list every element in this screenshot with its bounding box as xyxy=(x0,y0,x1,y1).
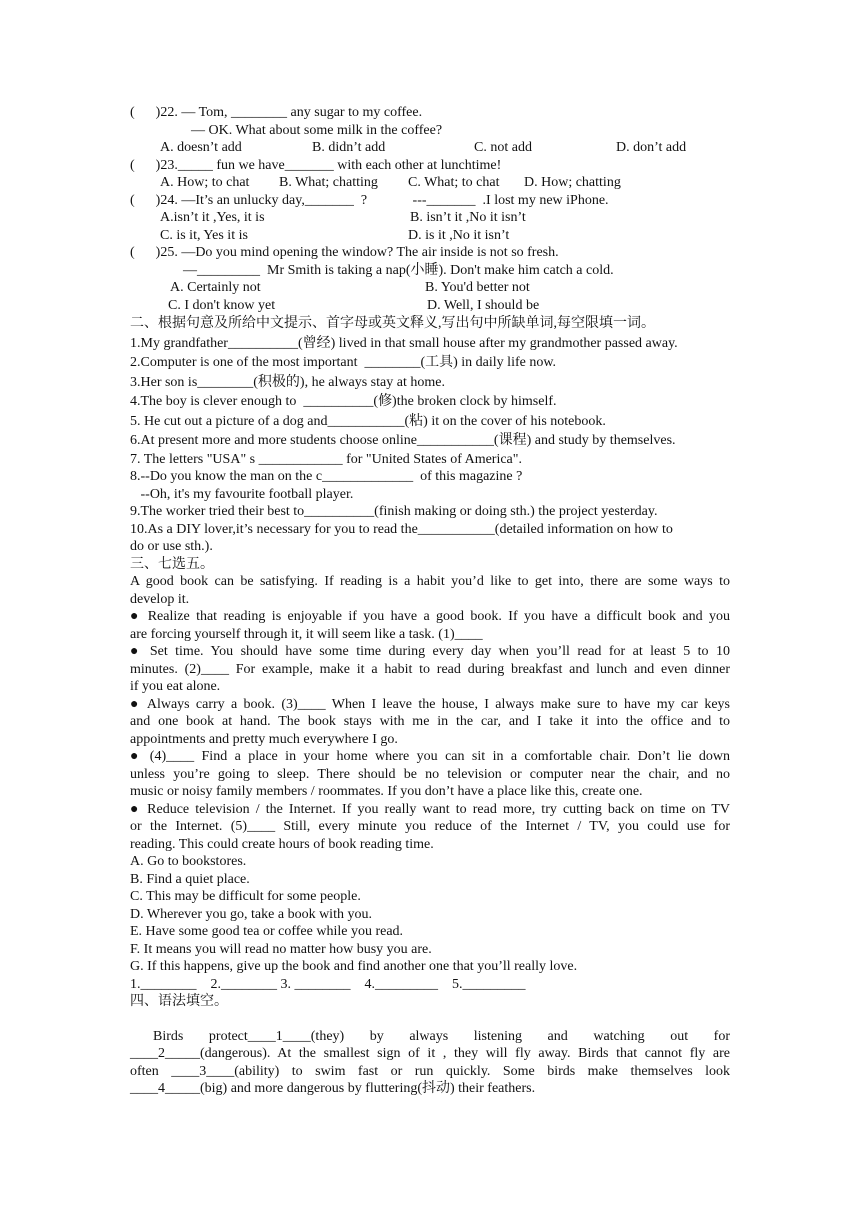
grammar-line1: Birds protect____1____(they) by always listening and watching out for xyxy=(153,1028,730,1044)
section-4-heading: 四、语法填空。 xyxy=(130,994,228,1009)
option-b: B. isn’t it ,No it isn’t xyxy=(410,210,526,225)
fill-item-8: 8.--Do you know the man on the c_____________ of this magazine ? xyxy=(130,469,523,484)
fill-item-7: 7. The letters "USA" s ____________ for "United States of America". xyxy=(130,451,522,467)
question-25-options-row1 xyxy=(130,279,730,297)
option-c: C. I don't know yet xyxy=(168,297,276,313)
option-a: A. doesn’t add xyxy=(160,140,242,155)
option-d: D. Well, I should be xyxy=(427,297,540,313)
question-23-options xyxy=(130,174,730,192)
option-c: C. is it, Yes it is xyxy=(160,227,248,243)
option-c: C. not add xyxy=(474,140,532,155)
question-22-reply: — OK. What about some milk in the coffee? xyxy=(191,122,443,138)
question-24-stem: ( )24. —It’s an unlucky day,_______ ? ---_______ .I lost my new iPhone. xyxy=(130,192,609,208)
passage-p1-line2: are forcing yourself through it, it will seem like a task. (1)____ xyxy=(130,626,483,642)
passage-p1-line1: ● Realize that reading is enjoyable if you have a good book. If you have a difficult book and you xyxy=(130,609,730,624)
choice-a: A. Go to bookstores. xyxy=(130,854,247,869)
passage-p4-line1: ● (4)____ Find a place in your home where you can sit in a comfortable chair. Don’t lie down xyxy=(130,749,730,764)
fill-item-3: 3.Her son is________(积极的), he always stay at home. xyxy=(130,374,445,390)
fill-item-4: 4.The boy is clever enough to __________(修)the broken clock by himself. xyxy=(130,394,557,409)
grammar-line2: ____2_____(dangerous). At the smallest sign of it , they will fly away. Birds that cannot fly are xyxy=(130,1046,730,1061)
worksheet-page xyxy=(130,104,730,1098)
passage-p2-line1: ● Set time. You should have some time during every day when you’ll read for at least 5 to 10 xyxy=(130,644,730,659)
question-24-options-row2 xyxy=(130,227,730,245)
fill-item-6: 6.At present more and more students choose online___________(课程) and study by themselves. xyxy=(130,433,676,448)
fill-item-1: 1.My grandfather__________(曾经) lived in that small house after my grandmother passed away. xyxy=(130,335,678,351)
option-b: B. You'd better not xyxy=(425,280,530,295)
grammar-line4: ____4_____(big) and more dangerous by fluttering(抖动) their feathers. xyxy=(130,1081,536,1096)
choice-b: B. Find a quiet place. xyxy=(130,871,250,887)
question-25-options-row2 xyxy=(130,297,730,315)
option-a: A. Certainly not xyxy=(170,280,261,295)
passage-p5-line1: ● Reduce television / the Internet. If you really want to read more, try cutting back on time on TV xyxy=(130,801,730,817)
grammar-line3: often ____3____(ability) to swim fast or run quickly. Some birds make themselves look xyxy=(130,1063,730,1079)
question-22-options xyxy=(130,139,730,157)
fill-item-9: 9.The worker tried their best to__________(finish making or doing sth.) the project yesterday. xyxy=(130,504,658,519)
answer-blanks: 1.________ 2.________ 3. ________ 4._________ 5._________ xyxy=(130,976,526,992)
fill-item-10-line2: do or use sth.). xyxy=(130,539,213,554)
option-a: A.isn’t it ,Yes, it is xyxy=(160,210,265,225)
passage-p5-line2: or the Internet. (5)____ Still, every minute you reduce of the Internet / TV, you could use for xyxy=(130,819,730,834)
passage-p2-line3: if you eat alone. xyxy=(130,679,221,694)
passage-p2-line2: minutes. (2)____ For example, make it a habit to read during breakfast and lunch and even dinner xyxy=(130,661,730,677)
passage-p4-line3: music or noisy family members / roommates. If you don’t have a place like this, create one. xyxy=(130,784,643,799)
option-d: D. is it ,No it isn’t xyxy=(408,227,510,243)
question-24-options-row1 xyxy=(130,209,730,227)
question-25-reply: —_________ Mr Smith is taking a nap(小睡). Don't make him catch a cold. xyxy=(183,262,614,278)
option-a: A. How; to chat xyxy=(160,175,250,190)
fill-item-5: 5. He cut out a picture of a dog and___________(粘) it on the cover of his notebook. xyxy=(130,413,606,429)
passage-p5-line3: reading. This could create hours of book reading time. xyxy=(130,836,434,852)
fill-item-2: 2.Computer is one of the most important ________(工具) in daily life now. xyxy=(130,355,557,370)
choice-e: E. Have some good tea or coffee while you read. xyxy=(130,924,404,939)
passage-p4-line2: unless you’re going to sleep. There should be no television or computer near the chair, and no xyxy=(130,766,730,782)
question-25-stem: ( )25. —Do you mind opening the window? The air inside is not so fresh. xyxy=(130,245,559,260)
choice-c: C. This may be difficult for some people. xyxy=(130,889,361,904)
passage-p3-line1: ● Always carry a book. (3)____ When I leave the house, I always make sure to have my car keys xyxy=(130,696,730,712)
choice-d: D. Wherever you go, take a book with you. xyxy=(130,906,372,922)
option-c: C. What; to chat xyxy=(408,175,500,190)
passage-p3-line2: and one book at hand. The book stays with me in the car, and I take it into the office and to xyxy=(130,714,730,729)
option-d: D. How; chatting xyxy=(524,175,621,190)
question-23-stem: ( )23._____ fun we have_______ with each other at lunchtime! xyxy=(130,157,502,173)
fill-item-10-line1: 10.As a DIY lover,it’s necessary for you to read the___________(detailed information on how to xyxy=(130,521,673,537)
passage-p3-line3: appointments and pretty much everywhere I go. xyxy=(130,731,398,747)
option-d: D. don’t add xyxy=(616,140,687,155)
passage-intro-line2: develop it. xyxy=(130,591,190,607)
section-2-heading: 二、根据句意及所给中文提示、首字母或英文释义,写出句中所缺单词,每空限填一词。 xyxy=(130,316,655,331)
choice-g: G. If this happens, give up the book and find another one that you’ll really love. xyxy=(130,959,578,974)
question-22-stem: ( )22. — Tom, ________ any sugar to my coffee. xyxy=(130,105,423,120)
option-b: B. What; chatting xyxy=(279,175,378,190)
passage-intro-line1: A good book can be satisfying. If reading is a habit you’d like to get into, there are some ways to xyxy=(130,574,730,589)
fill-item-8-reply: --Oh, it's my favourite football player. xyxy=(130,486,354,502)
option-b: B. didn’t add xyxy=(312,140,386,155)
section-3-heading: 三、七选五。 xyxy=(130,556,214,572)
choice-f: F. It means you will read no matter how busy you are. xyxy=(130,941,432,957)
